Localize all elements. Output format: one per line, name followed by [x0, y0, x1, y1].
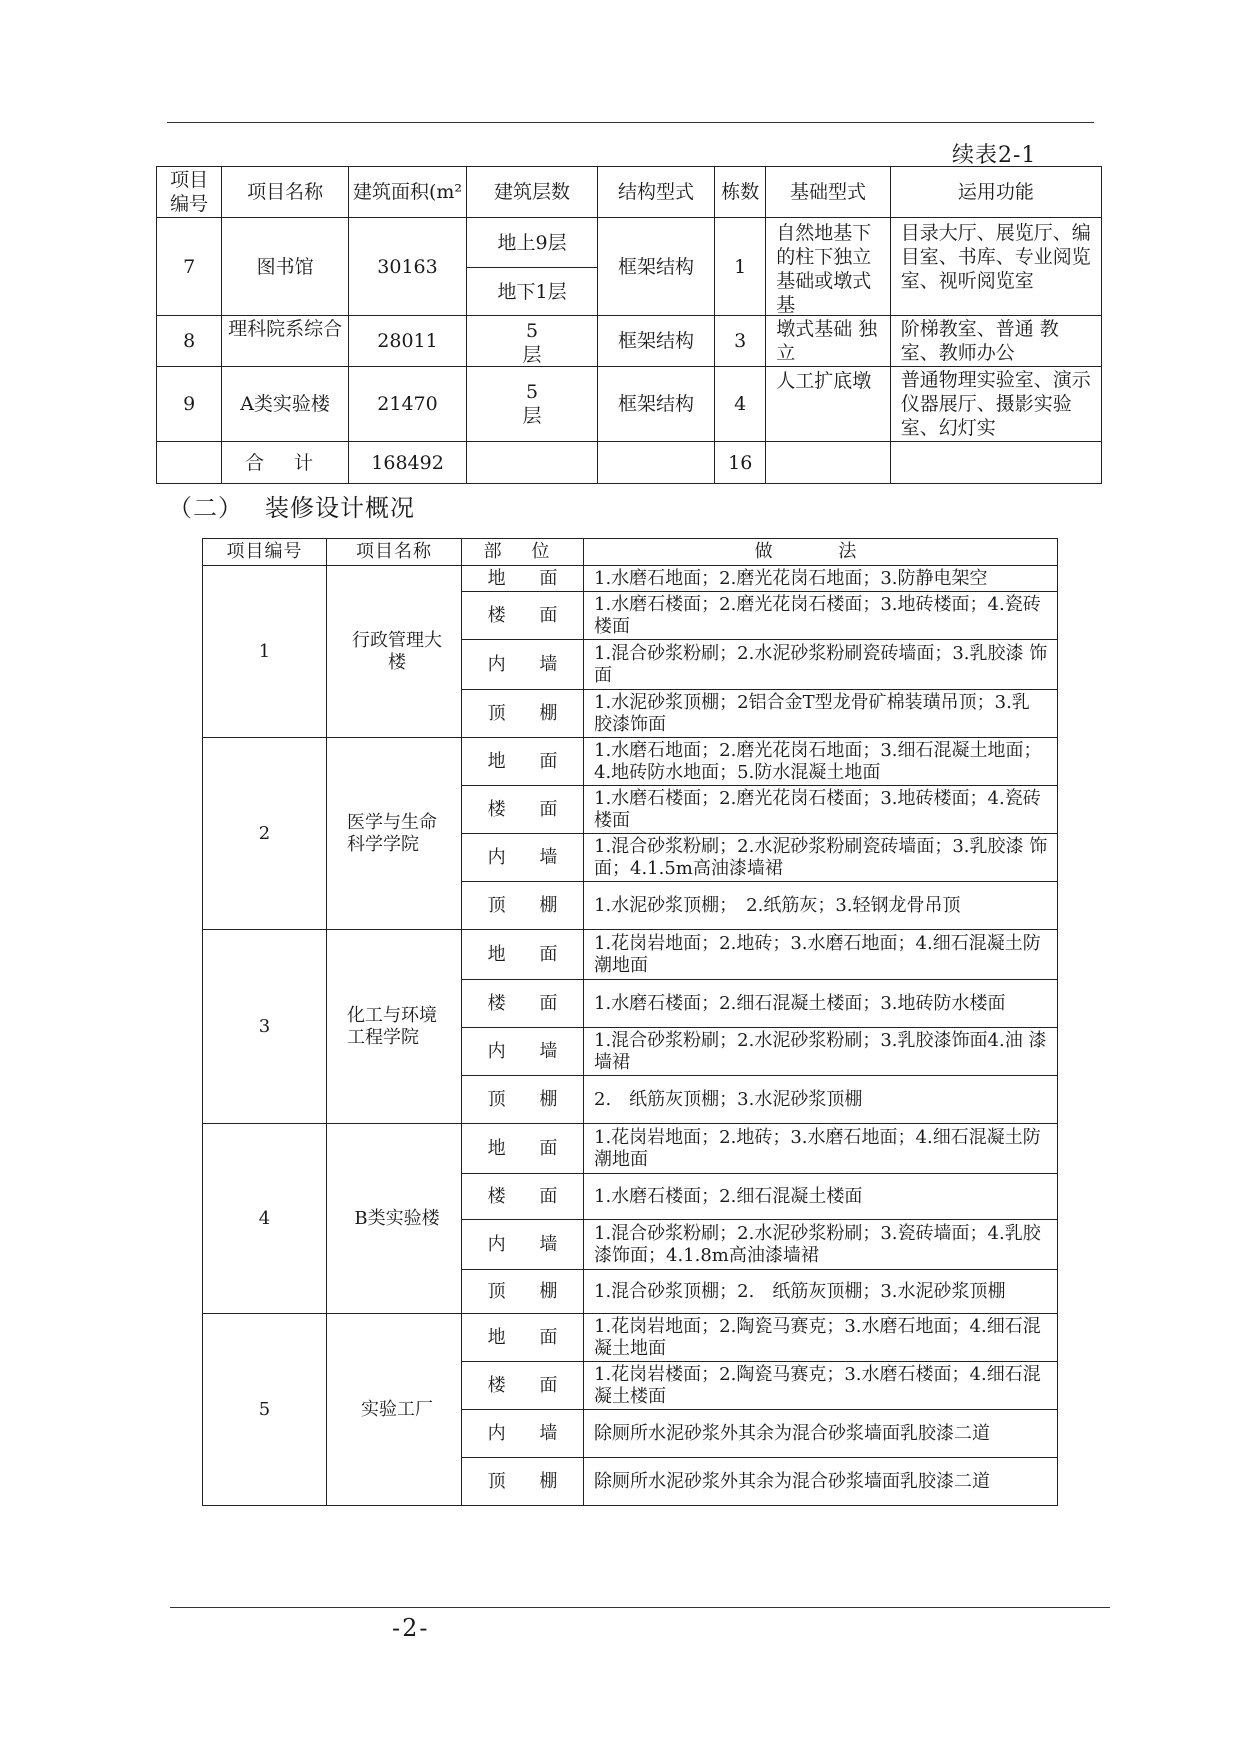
part-cell: 内 墙 [462, 640, 584, 690]
header-cell: 项目名称 [222, 167, 349, 218]
part-cell: 楼 面 [462, 592, 584, 640]
method-cell [584, 1458, 1058, 1506]
method-text: 除厕所水泥砂浆外其余为混合砂浆墙面乳胶漆二道 [594, 1422, 990, 1444]
header-cell: 运用功能 [890, 167, 1101, 218]
part-cell: 顶 棚 [462, 1076, 584, 1124]
method-text: 1.混合砂浆顶棚；2. 纸筋灰顶棚；3.水泥砂浆顶棚 [594, 1280, 1006, 1302]
method-text: 1.花岗岩地面；2.地砖；3.水磨石地面；4.细石混凝土防 潮地面 [594, 932, 1041, 976]
header-cell: 项目名称 [327, 539, 462, 566]
part-cell: 楼 面 [462, 1174, 584, 1220]
foundation-type [766, 367, 891, 442]
total-row [157, 442, 1102, 484]
building-count: 4 [715, 367, 766, 442]
project-name: A类实验楼 [222, 367, 349, 442]
floors-above: 地上9层 [467, 218, 598, 268]
method-cell [584, 1028, 1058, 1076]
function-text: 阶梯教室、普通 教 室、教师办公 [900, 318, 1059, 364]
part-cell: 顶 棚 [462, 1458, 584, 1506]
function-cell [890, 367, 1101, 442]
table-header-row [157, 167, 1102, 218]
building-count: 3 [715, 316, 766, 367]
part-cell: 内 墙 [462, 834, 584, 882]
table-row [157, 218, 1102, 268]
method-cell [584, 592, 1058, 640]
header-cell: 做 法 [584, 539, 1058, 566]
section-heading [168, 488, 415, 523]
project-name: B类实验楼 [327, 1124, 462, 1314]
building-table [156, 166, 1102, 484]
method-text: 2. 纸筋灰顶棚；3.水泥砂浆顶棚 [594, 1088, 863, 1110]
continued-table-title: 续表2-1 [952, 143, 1037, 168]
project-name: 化工与环境 工程学院 [327, 930, 462, 1124]
part-cell: 顶 棚 [462, 882, 584, 930]
project-no: 2 [203, 738, 327, 930]
footer-rule [170, 1607, 1110, 1608]
method-cell [584, 786, 1058, 834]
method-text: 1.水泥砂浆顶棚； 2.纸筋灰；3.轻钢龙骨吊顶 [594, 894, 961, 916]
floors [467, 367, 598, 442]
method-cell [584, 882, 1058, 930]
method-text: 除厕所水泥砂浆外其余为混合砂浆墙面乳胶漆二道 [594, 1470, 990, 1492]
method-text: 1.水磨石楼面；2.磨光花岗石楼面；3.地砖楼面；4.瓷砖 楼面 [594, 787, 1041, 831]
part-cell: 楼 面 [462, 1362, 584, 1410]
table-row [157, 367, 1102, 442]
method-text: 1.混合砂浆粉刷；2.水泥砂浆粉刷瓷砖墙面；3.乳胶漆 饰面；4.1.5m高油漆墙裙 [594, 835, 1048, 879]
method-text: 1.混合砂浆粉刷；2.水泥砂浆粉刷；3.乳胶漆饰面4.油 漆墙裙 [594, 1029, 1047, 1073]
table-row [203, 566, 1058, 592]
method-text: 1.花岗岩地面；2.地砖；3.水磨石地面；4.细石混凝土防 潮地面 [594, 1126, 1041, 1170]
foundation-text: 墩式基础 独立 [776, 318, 878, 364]
part-cell: 顶 棚 [462, 1270, 584, 1314]
total-label: 合 计 [222, 442, 349, 484]
method-cell [584, 1124, 1058, 1174]
method-cell [584, 1270, 1058, 1314]
decoration-table [202, 538, 1058, 1506]
header-cell: 建筑层数 [467, 167, 598, 218]
method-cell [584, 930, 1058, 980]
table-header-row [203, 539, 1058, 566]
part-cell: 内 墙 [462, 1028, 584, 1076]
building-area: 21470 [348, 367, 466, 442]
table-row [203, 738, 1058, 786]
table-row [203, 930, 1058, 980]
table-row [157, 316, 1102, 367]
method-cell [584, 1314, 1058, 1362]
structure-type: 框架结构 [597, 316, 714, 367]
method-text: 1.花岗岩楼面；2.陶瓷马赛克；3.水磨石楼面；4.细石混 凝土楼面 [594, 1363, 1041, 1407]
header-cell: 项目编号 [157, 167, 222, 218]
project-no: 1 [203, 566, 327, 738]
project-no: 7 [157, 218, 222, 316]
table-row [203, 1314, 1058, 1362]
method-cell [584, 1410, 1058, 1458]
method-text: 1.水磨石地面；2.磨光花岗石地面；3.细石混凝土地面；4.地砖防水地面；5.防水混凝土地面 [594, 739, 1042, 783]
empty-cell [890, 442, 1101, 484]
header-rule [167, 122, 1094, 123]
method-text: 1.水磨石地面；2.磨光花岗石地面；3.防静电架空 [594, 567, 988, 589]
foundation-type [766, 218, 891, 316]
part-cell: 地 面 [462, 566, 584, 592]
method-cell [584, 566, 1058, 592]
total-area: 168492 [348, 442, 466, 484]
project-no: 3 [203, 930, 327, 1124]
header-cell: 项目编号 [203, 539, 327, 566]
part-cell: 内 墙 [462, 1220, 584, 1270]
page-number: -2- [392, 1614, 430, 1642]
part-cell: 楼 面 [462, 786, 584, 834]
project-no: 9 [157, 367, 222, 442]
header-cell: 结构型式 [597, 167, 714, 218]
function-text: 普通物理实验室、演示仪器展厅、摄影实验室、幻灯实 [900, 369, 1091, 439]
empty-cell [766, 442, 891, 484]
method-cell [584, 1076, 1058, 1124]
header-cell: 栋数 [715, 167, 766, 218]
part-cell: 地 面 [462, 930, 584, 980]
section-title: 装修设计概况 [265, 494, 415, 522]
project-name [222, 316, 349, 367]
method-text: 1.混合砂浆粉刷；2.水泥砂浆粉刷瓷砖墙面；3.乳胶漆 饰面 [594, 642, 1048, 686]
foundation-type [766, 316, 891, 367]
floors [467, 316, 598, 367]
building-area: 30163 [348, 218, 466, 316]
function-cell [890, 218, 1101, 316]
building-area: 28011 [348, 316, 466, 367]
method-text: 1.混合砂浆粉刷；2.水泥砂浆粉刷；3.瓷砖墙面；4.乳胶 漆饰面；4.1.8m高油漆墙裙 [594, 1222, 1041, 1266]
project-name: 实验工厂 [327, 1314, 462, 1506]
floors-text: 5层 [522, 381, 542, 427]
structure-type: 框架结构 [597, 367, 714, 442]
method-text: 1.水磨石楼面；2.细石混凝土楼面 [594, 1185, 863, 1207]
building-count: 1 [715, 218, 766, 316]
project-no: 4 [203, 1124, 327, 1314]
function-cell [890, 316, 1101, 367]
structure-type: 框架结构 [597, 218, 714, 316]
method-text: 1.水磨石楼面；2.细石混凝土楼面；3.地砖防水楼面 [594, 992, 1006, 1014]
part-cell: 内 墙 [462, 1410, 584, 1458]
table-row [203, 1124, 1058, 1174]
section-index: （二） [168, 494, 243, 522]
part-cell: 地 面 [462, 738, 584, 786]
method-cell [584, 1220, 1058, 1270]
header-cell: 基础型式 [766, 167, 891, 218]
function-text: 目录大厅、展览厅、编目室、书库、专业阅览室、视听阅览室 [900, 221, 1091, 292]
method-cell [584, 980, 1058, 1028]
empty-cell [597, 442, 714, 484]
project-no: 8 [157, 316, 222, 367]
method-text: 1.水泥砂浆顶棚；2铝合金T型龙骨矿棉装璜吊顶；3.乳 胶漆饰面 [594, 691, 1030, 735]
project-name: 图书馆 [222, 218, 349, 316]
empty-cell [157, 442, 222, 484]
method-text: 1.水磨石楼面；2.磨光花岗石楼面；3.地砖楼面；4.瓷砖 楼面 [594, 593, 1041, 637]
part-cell: 地 面 [462, 1314, 584, 1362]
floors-text: 5层 [522, 320, 542, 363]
method-cell [584, 834, 1058, 882]
project-name: 行政管理大楼 [327, 566, 462, 738]
part-cell: 顶 棚 [462, 690, 584, 738]
project-name-text: 理科院系综合 [228, 318, 343, 340]
floors-below: 地下1层 [467, 268, 598, 316]
method-cell [584, 690, 1058, 738]
project-name: 医学与生命 科学学院 [327, 738, 462, 930]
method-cell [584, 738, 1058, 786]
method-cell [584, 1174, 1058, 1220]
total-count: 16 [715, 442, 766, 484]
method-cell [584, 1362, 1058, 1410]
header-cell: 部 位 [462, 539, 584, 566]
empty-cell [467, 442, 598, 484]
foundation-text: 人工扩底墩 [776, 370, 872, 392]
method-text: 1.花岗岩地面；2.陶瓷马赛克；3.水磨石地面；4.细石混 凝土地面 [594, 1315, 1041, 1359]
part-cell: 楼 面 [462, 980, 584, 1028]
project-no: 5 [203, 1314, 327, 1506]
method-cell [584, 640, 1058, 690]
header-cell: 建筑面积(m² [348, 167, 466, 218]
foundation-text: 自然地基下的柱下独立基础或墩式基 [776, 221, 872, 313]
part-cell: 地 面 [462, 1124, 584, 1174]
